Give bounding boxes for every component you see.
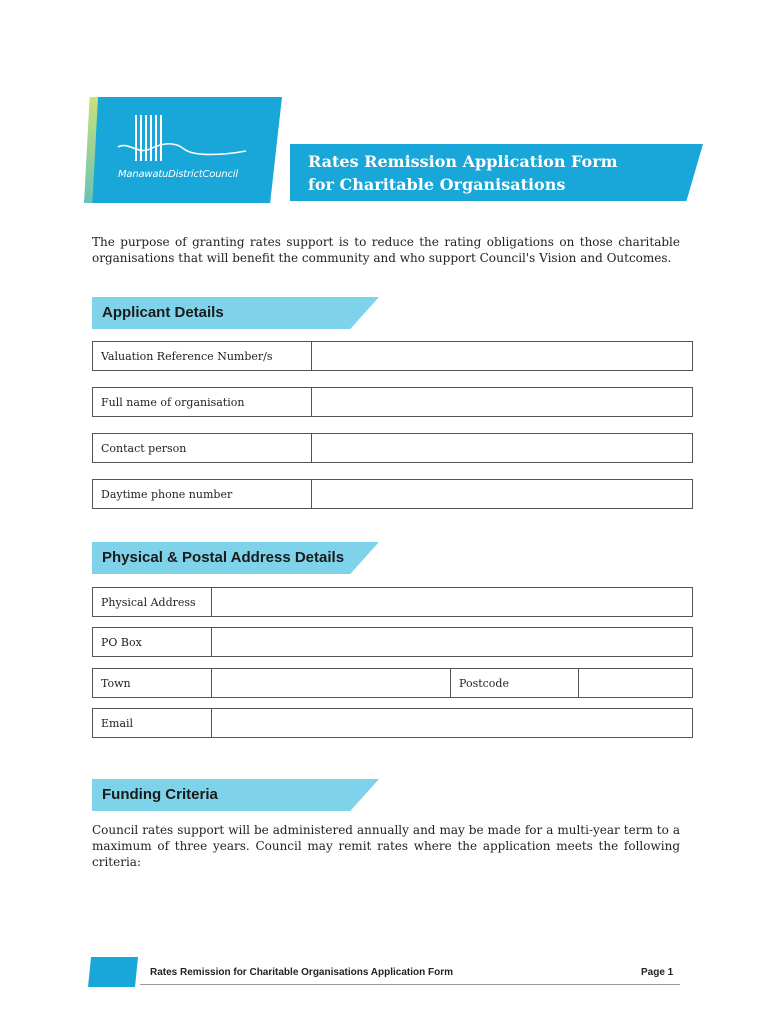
town-postcode-row: [92, 668, 693, 698]
council-logo-icon: [114, 111, 254, 171]
postcode-label: Postcode: [451, 669, 579, 697]
footer-logo: [88, 957, 138, 987]
physical-address-label: Physical Address: [93, 588, 212, 616]
email-label: Email: [93, 709, 212, 737]
contact-person-label: Contact person: [93, 434, 312, 462]
town-input[interactable]: [212, 669, 451, 697]
footer-divider: [140, 984, 680, 985]
address-section-title: Physical & Postal Address Details: [102, 549, 345, 566]
po-box-label: PO Box: [93, 628, 212, 656]
organisation-name-input[interactable]: [312, 388, 692, 416]
title-line-1: Rates Remission Application Form: [308, 152, 618, 171]
contact-person-row: [92, 433, 693, 463]
town-label: Town: [93, 669, 212, 697]
logo-text: ManawatuDistrictCouncil: [118, 169, 238, 180]
physical-address-input[interactable]: [212, 588, 692, 616]
postcode-input[interactable]: [579, 669, 692, 697]
po-box-row: [92, 627, 693, 657]
applicant-section-title: Applicant Details: [102, 304, 224, 321]
page-title: [308, 150, 688, 196]
valuation-reference-label: Valuation Reference Number/s: [93, 342, 312, 370]
page-number: Page 1: [641, 967, 674, 978]
physical-address-row: [92, 587, 693, 617]
funding-criteria-paragraph: Council rates support will be administered annually and may be made for a multi-year term to a maximum of three years. Council may remit rates where the application meets the following criteria:: [92, 823, 680, 869]
funding-section-title: Funding Criteria: [102, 786, 218, 803]
valuation-reference-row: [92, 341, 693, 371]
daytime-phone-input[interactable]: [312, 480, 692, 508]
daytime-phone-label: Daytime phone number: [93, 480, 312, 508]
valuation-reference-input[interactable]: [312, 342, 692, 370]
council-logo: [84, 97, 282, 203]
contact-person-input[interactable]: [312, 434, 692, 462]
organisation-name-label: Full name of organisation: [93, 388, 312, 416]
organisation-name-row: [92, 387, 693, 417]
email-row: [92, 708, 693, 738]
daytime-phone-row: [92, 479, 693, 509]
footer-title: Rates Remission for Charitable Organisations Application Form: [150, 967, 454, 978]
intro-paragraph: The purpose of granting rates support is to reduce the rating obligations on those charitable organisations that will benefit the community and who support Council's Vision and Outcomes.: [92, 235, 680, 265]
po-box-input[interactable]: [212, 628, 692, 656]
title-line-2: for Charitable Organisations: [308, 175, 566, 194]
email-input[interactable]: [212, 709, 692, 737]
